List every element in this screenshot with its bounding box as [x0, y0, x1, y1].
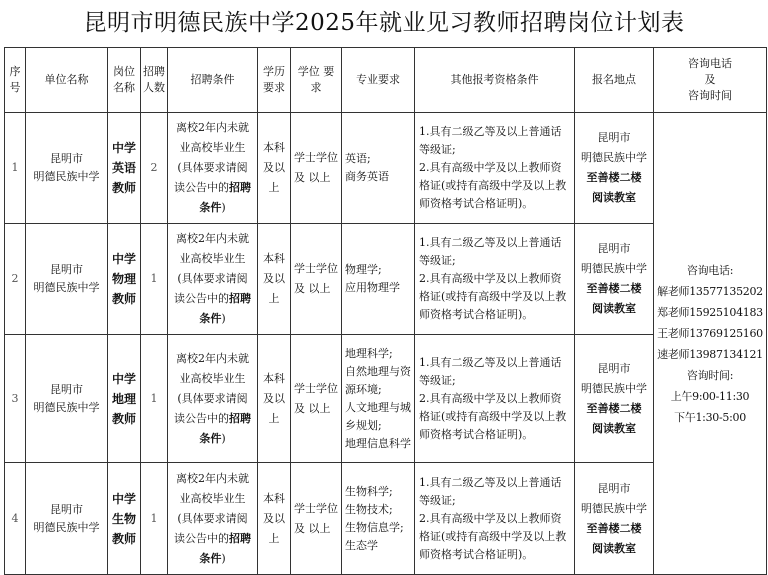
row-unit: 昆明市 明德民族中学: [26, 224, 108, 335]
header-unit: 单位名称: [26, 48, 108, 113]
row-major: 地理科学; 自然地理与资源环境; 人文地理与城乡规划; 地理信息科学: [342, 335, 415, 463]
row-unit: 昆明市 明德民族中学: [26, 463, 108, 575]
row-post: 中学地理教师: [108, 335, 141, 463]
row-seq: 1: [5, 113, 26, 224]
header-conditions: 招聘条件: [168, 48, 258, 113]
header-post: 岗位名称: [108, 48, 141, 113]
row-post: 中学英语教师: [108, 113, 141, 224]
header-row: [5, 48, 767, 113]
row-post: 中学生物教师: [108, 463, 141, 575]
contact-cell: 咨询电话: 解老师13577135202 郑老师15925104183 王老师13769125160 速老师13987134121 咨询时间: 上午9:00-11:30 下午1:30-5:00: [654, 113, 767, 575]
row-location: 昆明市 明德民族中学 至善楼二楼 阅读教室: [575, 113, 654, 224]
recruitment-table: [4, 47, 767, 575]
table-row: [5, 463, 767, 575]
header-count: 招聘人数: [141, 48, 168, 113]
table-row: [5, 113, 767, 224]
row-education: 本科及以上: [258, 335, 291, 463]
row-conditions: 离校2年内未就业高校毕业生(具体要求请阅读公告中的招聘条件): [168, 463, 258, 575]
header-major: 专业要求: [342, 48, 415, 113]
header-other: 其他报考资格条件: [415, 48, 575, 113]
row-unit: 昆明市 明德民族中学: [26, 113, 108, 224]
page-title: 昆明市明德民族中学2025年就业见习教师招聘岗位计划表: [83, 10, 685, 36]
row-conditions: 离校2年内未就业高校毕业生(具体要求请阅读公告中的招聘条件): [168, 113, 258, 224]
table-row: [5, 335, 767, 463]
row-location: 昆明市 明德民族中学 至善楼二楼 阅读教室: [575, 463, 654, 575]
row-seq: 4: [5, 463, 26, 575]
row-major: 物理学; 应用物理学: [342, 224, 415, 335]
row-conditions: 离校2年内未就业高校毕业生(具体要求请阅读公告中的招聘条件): [168, 224, 258, 335]
row-education: 本科及以上: [258, 113, 291, 224]
row-major: 英语; 商务英语: [342, 113, 415, 224]
row-count: 1: [141, 463, 168, 575]
row-conditions: 离校2年内未就业高校毕业生(具体要求请阅读公告中的招聘条件): [168, 335, 258, 463]
row-count: 1: [141, 224, 168, 335]
row-count: 2: [141, 113, 168, 224]
row-other: 1.具有二级乙等及以上普通话等级证; 2.具有高级中学及以上教师资格证(或持有高级中学及以上教师资格考试合格证明)。: [415, 463, 575, 575]
row-degree: 学士学位及 以上: [291, 113, 342, 224]
table-row: [5, 224, 767, 335]
header-location: 报名地点: [575, 48, 654, 113]
row-other: 1.具有二级乙等及以上普通话等级证; 2.具有高级中学及以上教师资格证(或持有高级中学及以上教师资格考试合格证明)。: [415, 224, 575, 335]
row-degree: 学士学位及 以上: [291, 463, 342, 575]
row-major: 生物科学; 生物技术; 生物信息学; 生态学: [342, 463, 415, 575]
row-location: 昆明市 明德民族中学 至善楼二楼 阅读教室: [575, 335, 654, 463]
row-seq: 2: [5, 224, 26, 335]
row-seq: 3: [5, 335, 26, 463]
header-degree: 学位 要求: [291, 48, 342, 113]
row-other: 1.具有二级乙等及以上普通话等级证; 2.具有高级中学及以上教师资格证(或持有高级中学及以上教师资格考试合格证明)。: [415, 335, 575, 463]
row-post: 中学物理教师: [108, 224, 141, 335]
header-contact: 咨询电话 及 咨询时间: [654, 48, 767, 113]
row-education: 本科及以上: [258, 463, 291, 575]
row-degree: 学士学位及 以上: [291, 224, 342, 335]
header-education: 学历要求: [258, 48, 291, 113]
row-degree: 学士学位及 以上: [291, 335, 342, 463]
header-seq: 序号: [5, 48, 26, 113]
row-education: 本科及以上: [258, 224, 291, 335]
row-count: 1: [141, 335, 168, 463]
row-other: 1.具有二级乙等及以上普通话等级证; 2.具有高级中学及以上教师资格证(或持有高级中学及以上教师资格考试合格证明)。: [415, 113, 575, 224]
row-unit: 昆明市 明德民族中学: [26, 335, 108, 463]
row-location: 昆明市 明德民族中学 至善楼二楼 阅读教室: [575, 224, 654, 335]
